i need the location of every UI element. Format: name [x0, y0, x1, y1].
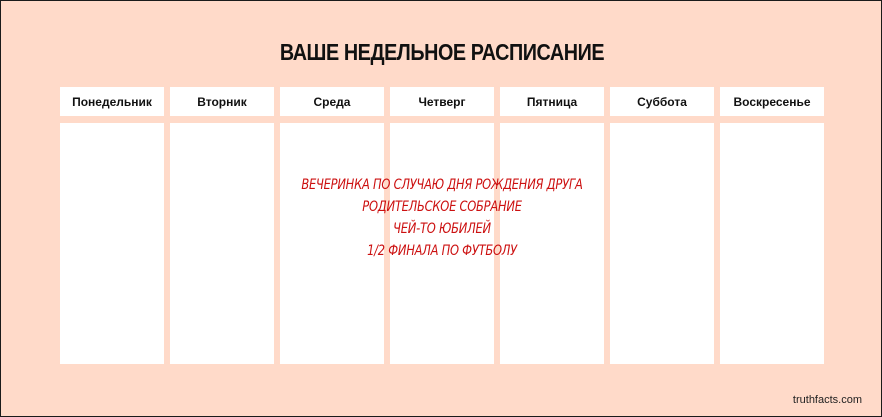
source-credit: truthfacts.com: [792, 394, 862, 406]
day-header-wednesday: Среда: [280, 87, 384, 116]
overlapping-events-list: [1, 174, 882, 262]
day-header-sunday: Воскресенье: [720, 87, 824, 116]
event-item: ЧЕЙ-ТО ЮБИЛЕЙ: [393, 221, 491, 237]
day-header-thursday: Четверг: [390, 87, 494, 116]
event-item: РОДИТЕЛЬСКОЕ СОБРАНИЕ: [362, 199, 522, 215]
day-header-tuesday: Вторник: [170, 87, 274, 116]
day-header-monday: Понедельник: [60, 87, 164, 116]
event-item: ВЕЧЕРИНКА ПО СЛУЧАЮ ДНЯ РОЖДЕНИЯ ДРУГА: [301, 177, 583, 193]
poster-title: ВАШЕ НЕДЕЛЬНОЕ РАСПИСАНИЕ: [279, 39, 605, 65]
day-header-saturday: Суббота: [610, 87, 714, 116]
day-header-friday: Пятница: [500, 87, 604, 116]
event-item: 1/2 ФИНАЛА ПО ФУТБОЛУ: [367, 243, 517, 259]
